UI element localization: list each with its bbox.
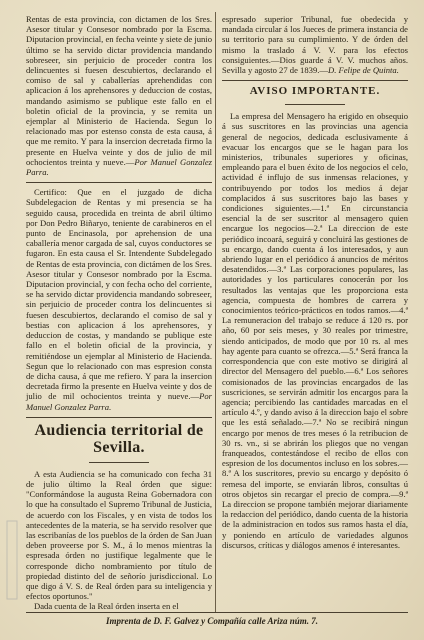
divider-rule	[26, 182, 212, 183]
notice-text: espresado superior Tribunal, fue obedecida y mandada circular á los Jueces de primera instancia de su territorio para su cumplimiento. Y de órden del mismo la traslado á V. V. para los efectos consiguientes.—Dios guarde á V. V. muchos años. Sevilla y agosto 27 de 1839.—	[222, 14, 408, 76]
short-rule	[89, 462, 149, 463]
right-column	[222, 14, 408, 550]
section-title-aviso: AVISO IMPORTANTE.	[249, 85, 381, 98]
left-column	[26, 14, 212, 612]
printer-imprint: Imprenta de D. F. Galvez y Compañía calle Ariza núm. 7.	[105, 616, 318, 626]
notice-paragraph	[222, 14, 408, 75]
divider-rule	[26, 417, 212, 418]
notice-paragraph: La empresa del Mensagero ha erigido en obsequio á sus suscritores en las provincias una agencia general de negocios, dedicada esclusivamente á evacuar los encargos que se le hagan para los ministerios, tribunales superiores y oficinas, empleando para el buen éxito de los negocios el celo, actividad é influjo de sus inmensas relaciones, y contribuyendo por todos los medios á dejar complacidos á sus suscritores bajo las bases y condiciones siguientes.—1.ª En circunstancia esencial la de ser suscritor al mensagero quien encargue los negocios—2.ª La direccion de este periódico incoará, seguirá y concluirá las gestiones de su encargo, dando cuenta á los interesados, y aun abriendo lugar en el periódico á anuncios de méritos desatendidos.—3.ª Las corporaciones populares, las autoridades y los particulares conocerán por los resultados las ventajas que les proporciona esta agencia, compuesta de hombres de carrera y conocimientos teórico-prácticos en todos ramos.—4.ª La remuneracion del trabajo se reduce á 120 rs. por año, 60 por seis meses, y 30 reales por trimestre, siendo anticipados, de modo que por 10 rs. al mes hay agente para cuanto se ofrezca.—5.ª Será franca la correspondencia que con este motivo se dirigirá al director del Mensagero del pueblo.—6.ª Los señores comisionados de las provincias encargados de las suscriciones, se servirán admitir los encargos para la agencia; percibiendo las cantidades marcadas en el artículo 4.º, y dando aviso á la direccion bajo el sobre que les está señalado.—7.ª No se recibirá ningun encargo por menos de tres meses ó la retribucion de 30 rs. vn., si se abrirán los pliegos que no vengan franqueados, contestándose el recibo de ellos con espresion de los documentos incluso en los sobres.—8.ª A los suscritores, previo su encargo y depósito ó remesa del importe, se enviarán libros, consultas ú otros objetos sin recargar el precio de compra.—9.ª La direccion se propone también mejorar diariamente la redaccion del periódico, dando cuenta de la historia de la administracion en todos sus ramos hasta el día, y poniendo en artículo de variedades algunos discursos, críticas y diálogos amenos é interesantes.	[222, 111, 408, 550]
notice-text: Rentas de esta provincia, con dictamen de los Sres. Asesor titular y Consesor nombrado por la Escma. Diputacion provincial, en fecha veinte y siete de junio último se ha servido dictar providencia mandando sobreseer, sin perjuicio de proceder contra los delincuentes si fuesen descubiertos, declarando el comiso de sal y caballerías aprehendidas con aplicacion á los aprehensores y deduccion de costas, mandando asimismo se publique este fallo en el boletin oficial de la provincia, y se remita un ejemplar al Ministerio de Hacienda. Segun lo relacionado mas por estenso consta de esta causa, á que me remito. Y para la insercion decretada firmo la presente en Huelva veinte y dos de julio de mil ochocientos treinta y nueve.—	[26, 14, 212, 167]
footer-rule	[26, 612, 408, 613]
signature: D. Felipe de Quinta.	[327, 65, 399, 76]
short-rule	[285, 104, 345, 105]
divider-rule	[222, 80, 408, 81]
signature: Por Manuel Gonzalez Parra.	[26, 156, 212, 178]
notice-paragraph: A esta Audiencia se ha comunicado con fecha 31 de julio último la Real órden que sigue: "Conformándose la augusta Reina Gobernadora con lo que ha consultado el Supremo Tribunal de Justicia, de acuerdo con los Fiscales, y en vista de todos los antecedentes de la materia, se ha servido resolver que las escribanías de los pueblos de la órden de San Juan deben proveerse por S. M., á lo menos mientras la espresada órden no justifique legalmente que le corresponde dicho nombramiento por título de propiedad distinto del de señorío jurisdiccional. Lo que digo á V. S. de Real órden para su inteligencia y efectos oportunos."	[26, 468, 212, 602]
signature: Por Manuel Gonzalez Parra.	[26, 391, 212, 412]
library-stamp-mark	[6, 520, 18, 600]
notice-paragraph	[26, 187, 212, 411]
section-title-audiencia: Audiencia territorial de Sevilla.	[34, 421, 204, 456]
notice-text: Certifico: Que en el juzgado de dicha Subdelegacion de Rentas y mi presencia se ha seguido causa, procedida en treinta de abril último por Don Pedro Biñaryo, teniente de carabineros en el punto de Encinasola, por aprehension de una caballería menor cargada de sal, cuyos conductores se fugaron. En esta causa el Sr. Intendente Subdelegado de Rentas de esta provincia, con dictámen de los Sres. Asesor titular y Consesor nombrado por la Escma. Diputacion provincial, y con fecha ocho del corriente, se ha servido dictar providencia mandando sobreseer, sin perjuicio de proceder contra los delincuentes si fuesen descubiertos, declarando el comiso de sal y bestias con aplicacion á los aprehensores, y deduccion de costas, y mandando se publique este fallo en el boletin oficial de la provincia, y remitiéndose un ejemplar al Ministerio de Hacienda. Segun que lo relacionado con mas espresion consta de dicha causa, á que me refiero. Y para la insercion decretada firmo la presente en Huelva veinte y dos de julio de mil ochocientos treinta y nueve.—	[26, 187, 212, 402]
notice-paragraph	[26, 14, 212, 177]
column-divider	[215, 12, 216, 612]
notice-paragraph: Dada cuenta de la Real órden inserta en el	[34, 601, 179, 612]
